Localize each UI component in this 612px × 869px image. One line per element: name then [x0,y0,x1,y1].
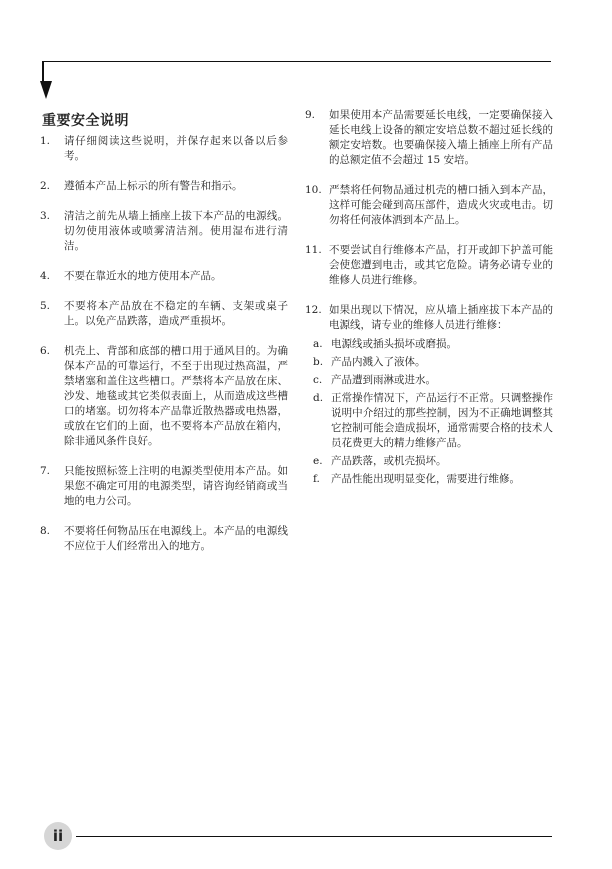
list-item [40,464,288,509]
list-item [305,303,553,333]
list-item [40,299,288,329]
sub-item-letter: b. [313,356,324,368]
item-text: 不要将任何物品压在电源线上。本产品的电源线不应位于人们经常出入的地方。 [64,525,288,552]
header-vertical-rule [42,61,44,83]
sub-item-letter: f. [313,473,320,485]
right-column [305,108,553,487]
footer-rule [76,836,552,837]
list-item [40,179,288,194]
sub-list-item [313,355,553,370]
item-text: 遵循本产品上标示的所有警告和指示。 [64,180,243,192]
page-title: 重要安全说明 [42,113,129,129]
item-text: 如果出现以下情况，应从墙上插座拔下本产品的电源线，请专业的维修人员进行维修： [329,304,553,331]
list-item [40,269,288,284]
header-corner-mark [40,81,52,99]
item-text: 只能按照标签上注明的电源类型使用本产品。如果您不确定可用的电源类型，请咨询经销商或当地的电力公司。 [64,465,288,507]
list-item [40,524,288,554]
item-text: 请仔细阅读这些说明，并保存起来以备以后参考。 [64,135,288,162]
item-number: 9. [305,109,316,121]
sub-list-item [313,373,553,388]
item-number: 4. [40,270,51,282]
sub-item-text: 产品内溅入了液体。 [331,356,426,368]
left-column [40,134,288,554]
item-number: 3. [40,210,51,222]
item-number: 10. [305,184,322,196]
header-rule [43,61,551,62]
sub-list-item [313,454,553,469]
item-text: 严禁将任何物品通过机壳的槽口插入到本产品，这样可能会碰到高压部件，造成火灾或电击。切勿将任何液体洒到本产品上。 [329,184,553,226]
item-text: 清洁之前先从墙上插座上拔下本产品的电源线。切勿使用液体或喷雾清洁剂。使用湿布进行清洁。 [64,210,288,252]
sub-list-item [313,391,553,451]
item-number: 11. [305,244,322,256]
list-item [40,209,288,254]
list-item [40,134,288,164]
sub-item-text: 产品跌落，或机壳损坏。 [331,455,447,467]
list-item [305,108,553,168]
sub-item-text: 正常操作情况下，产品运行不正常。只调整操作说明中介绍过的那些控制，因为不正确地调整其它控制可能会造成损坏，通常需要合格的技术人员花费更大的精力维修产品。 [331,392,553,449]
sub-item-text: 产品遭到雨淋或进水。 [331,374,436,386]
sub-item-letter: a. [313,338,323,350]
item-text: 机壳上、背部和底部的槽口用于通风目的。为确保本产品的可靠运行，不至于出现过热高温，严禁堵塞和盖住这些槽口。严禁将本产品放在床、沙发、地毯或其它类似表面上，从而造成这些槽口的堵塞。切勿将本产品靠近散热器或电热器，或放在它们的上面，也不要将本产品放在箱内，除非通风条件良好。 [64,345,288,447]
sub-list-item [313,472,553,487]
list-item [305,243,553,288]
item-text: 不要尝试自行维修本产品，打开或卸下护盖可能会使您遭到电击，或其它危险。请务必请专业的维修人员进行维修。 [329,244,553,286]
list-item [305,183,553,228]
item-number: 2. [40,180,51,192]
page-number-badge: ii [44,822,72,850]
item-number: 5. [40,300,51,312]
item-text: 不要在靠近水的地方使用本产品。 [64,270,222,282]
item-number: 6. [40,345,51,357]
sub-item-letter: d. [313,392,324,404]
sub-item-text: 电源线或插头损坏或磨损。 [331,338,457,350]
item-number: 12. [305,304,322,316]
item-text: 如果使用本产品需要延长电线，一定要确保接入延长电线上设备的额定安培总数不超过延长线的额定安培数。也要确保接入墙上插座上所有产品的总额定值不会超过 15 安培。 [329,109,553,166]
sub-list-item [313,337,553,352]
sub-item-letter: c. [313,374,323,386]
item-number: 1. [40,135,51,147]
item-number: 8. [40,525,51,537]
list-item [40,344,288,449]
sub-item-letter: e. [313,455,323,467]
item-number: 7. [40,465,51,477]
sub-item-text: 产品性能出现明显变化，需要进行维修。 [331,473,520,485]
item-text: 不要将本产品放在不稳定的车辆、支架或桌子上。以免产品跌落，造成严重损坏。 [64,300,288,327]
